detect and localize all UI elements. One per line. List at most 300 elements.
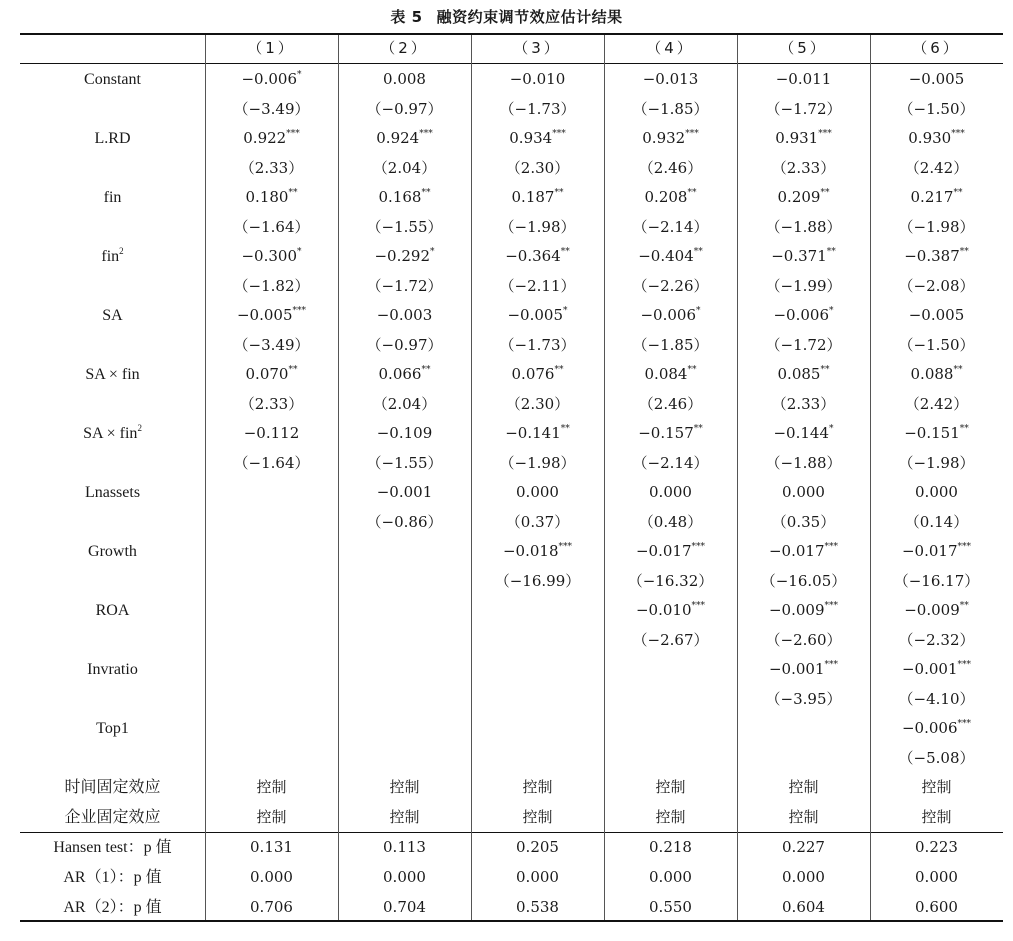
table-cell	[870, 242, 1003, 271]
cell-value: 0.000	[782, 483, 825, 501]
table-cell	[338, 626, 471, 655]
cell-value: 0.706	[250, 898, 293, 916]
significance-stars: **	[820, 188, 830, 198]
cell-value: 0.205	[516, 838, 559, 856]
cell-value: −0.018	[502, 542, 559, 560]
table-cell	[870, 744, 1003, 773]
table-cell	[338, 390, 471, 419]
table-cell	[205, 213, 338, 242]
test-row	[20, 863, 1003, 892]
table-cell	[338, 65, 471, 94]
table-cell	[338, 803, 471, 832]
cell-value: 0.085	[777, 365, 821, 383]
significance-stars: **	[959, 424, 969, 434]
table-cell	[737, 714, 870, 743]
cell-value: −0.404	[638, 247, 694, 265]
cell-value: （−0.97）	[366, 100, 443, 118]
table-cell	[604, 508, 737, 537]
cell-value: 0.218	[649, 838, 692, 856]
cell-value: （−1.88）	[765, 454, 842, 472]
cell-value: −0.010	[509, 70, 566, 88]
table-cell	[870, 301, 1003, 330]
cell-value: （−1.98）	[499, 454, 576, 472]
tstat-row	[20, 154, 1003, 183]
table-cell	[338, 449, 471, 478]
cell-value: （−1.73）	[499, 336, 576, 354]
cell-value: 控制	[921, 808, 952, 826]
significance-stars: **	[560, 247, 570, 257]
cell-value: 0.704	[383, 898, 426, 916]
tstat-row	[20, 213, 1003, 242]
table-cell	[737, 272, 870, 301]
cell-value: −0.001	[376, 483, 433, 501]
column-header: （6）	[912, 39, 961, 57]
table-cell	[604, 331, 737, 360]
table-cell	[604, 360, 737, 389]
cell-value: 0.209	[777, 188, 821, 206]
significance-stars: ***	[691, 601, 705, 611]
cell-value: 控制	[788, 778, 819, 796]
table-cell	[870, 537, 1003, 566]
cell-value: （−1.98）	[898, 218, 975, 236]
table-cell	[205, 390, 338, 419]
coef-row	[20, 183, 1003, 212]
cell-value: 0.180	[245, 188, 289, 206]
table-cell	[737, 596, 870, 625]
cell-value: （−1.98）	[499, 218, 576, 236]
row-label	[20, 124, 205, 153]
significance-stars: ***	[951, 129, 965, 139]
table-cell	[338, 95, 471, 124]
table-cell	[870, 773, 1003, 802]
cell-value: −0.006	[640, 306, 696, 324]
row-label	[20, 331, 205, 360]
cell-value: 0.168	[378, 188, 422, 206]
significance-stars: ***	[824, 660, 838, 670]
row-label	[20, 360, 205, 389]
table-cell	[471, 390, 604, 419]
table-cell	[604, 714, 737, 743]
significance-stars: ***	[286, 129, 300, 139]
tstat-row	[20, 449, 1003, 478]
cell-value: （−0.97）	[366, 336, 443, 354]
cell-value: （−1.85）	[632, 100, 709, 118]
table-cell	[205, 863, 338, 892]
cell-value: −0.109	[376, 424, 433, 442]
cell-value: （0.37）	[505, 513, 570, 531]
coef-row	[20, 419, 1003, 448]
table-cell	[205, 803, 338, 832]
row-label-text: Growth	[88, 543, 137, 560]
table-cell	[471, 419, 604, 448]
cell-value: （−16.99）	[494, 572, 581, 590]
table-cell	[870, 331, 1003, 360]
cell-value: （−0.86）	[366, 513, 443, 531]
table-cell	[205, 65, 338, 94]
table-cell	[870, 478, 1003, 507]
table-cell	[737, 803, 870, 832]
table-cell	[870, 65, 1003, 94]
cell-value: 0.084	[644, 365, 688, 383]
test-label	[20, 893, 205, 922]
table-cell	[737, 419, 870, 448]
table-cell	[338, 301, 471, 330]
table-cell	[471, 65, 604, 94]
cell-value: （−2.08）	[898, 277, 975, 295]
significance-stars: ***	[685, 129, 699, 139]
cell-value: （−1.64）	[233, 218, 310, 236]
row-label-text: fin	[103, 189, 122, 206]
test-row	[20, 833, 1003, 862]
table-cell	[870, 183, 1003, 212]
cell-value: 0.931	[775, 129, 819, 147]
row-label	[20, 242, 205, 271]
cell-value: 控制	[256, 778, 287, 796]
cell-value: （−4.10）	[898, 690, 975, 708]
cell-value: −0.013	[642, 70, 699, 88]
table-cell	[205, 301, 338, 330]
cell-value: 0.000	[383, 868, 426, 886]
table-cell	[737, 744, 870, 773]
cell-value: （−1.72）	[366, 277, 443, 295]
significance-stars: **	[687, 188, 697, 198]
row-label-text: SA × fin	[85, 366, 140, 383]
table-cell	[737, 567, 870, 596]
row-label	[20, 154, 205, 183]
table-cell	[604, 655, 737, 684]
cell-value: −0.157	[638, 424, 694, 442]
table-cell	[205, 567, 338, 596]
coef-row	[20, 242, 1003, 271]
table-title: 融资约束调节效应估计结果	[436, 8, 623, 26]
coef-row	[20, 773, 1003, 802]
table-cell	[471, 242, 604, 271]
table-cell	[205, 833, 338, 862]
table-cell	[604, 626, 737, 655]
table-cell	[604, 863, 737, 892]
table-cell	[870, 803, 1003, 832]
row-label	[20, 655, 205, 684]
significance-stars: **	[560, 424, 570, 434]
table-cell	[870, 567, 1003, 596]
row-label	[20, 449, 205, 478]
row-label-text: fin	[101, 248, 120, 265]
table-cell	[471, 124, 604, 153]
cell-value: −0.300	[241, 247, 297, 265]
cell-value: （−16.05）	[760, 572, 847, 590]
cell-value: （−3.49）	[233, 100, 310, 118]
table-cell	[870, 95, 1003, 124]
cell-value: −0.371	[771, 247, 827, 265]
significance-stars: *	[297, 70, 302, 80]
significance-stars: ***	[419, 129, 433, 139]
row-label	[20, 419, 205, 448]
cell-value: 控制	[655, 808, 686, 826]
row-label	[20, 714, 205, 743]
cell-value: −0.005	[236, 306, 293, 324]
significance-stars: *	[829, 424, 834, 434]
table-cell	[338, 596, 471, 625]
cell-value: （−2.14）	[632, 218, 709, 236]
test-row	[20, 893, 1003, 922]
significance-stars: *	[829, 306, 834, 316]
table-cell	[737, 390, 870, 419]
header-rule	[20, 63, 1003, 64]
table-cell	[604, 390, 737, 419]
table-cell	[471, 567, 604, 596]
cell-value: 0.000	[649, 483, 692, 501]
coef-row	[20, 596, 1003, 625]
significance-stars: ***	[957, 660, 971, 670]
table-cell	[205, 272, 338, 301]
significance-stars: **	[288, 365, 298, 375]
cell-value: （−1.72）	[765, 100, 842, 118]
cell-value: （2.33）	[239, 395, 304, 413]
significance-stars: **	[826, 247, 836, 257]
significance-stars: ***	[824, 542, 838, 552]
coef-row	[20, 803, 1003, 832]
cell-value: 0.131	[250, 838, 293, 856]
significance-stars: ***	[818, 129, 832, 139]
column-header: （1）	[247, 39, 296, 57]
tstat-row	[20, 685, 1003, 714]
row-label-text: SA	[102, 307, 123, 324]
table-cell	[338, 893, 471, 922]
cell-value: （−1.88）	[765, 218, 842, 236]
table-cell	[604, 596, 737, 625]
cell-value: −0.011	[775, 70, 832, 88]
row-label-text: Invratio	[87, 661, 138, 678]
significance-stars: **	[953, 365, 963, 375]
table-cell	[870, 893, 1003, 922]
table-cell	[338, 183, 471, 212]
table-cell	[604, 685, 737, 714]
table-cell	[471, 803, 604, 832]
cell-value: （2.33）	[239, 159, 304, 177]
cell-value: −0.151	[904, 424, 960, 442]
cell-value: （−2.11）	[499, 277, 576, 295]
significance-stars: **	[959, 247, 969, 257]
tstat-row	[20, 95, 1003, 124]
table-cell	[737, 626, 870, 655]
row-label-text: Lnassets	[84, 484, 141, 501]
table-cell	[870, 655, 1003, 684]
tstat-row	[20, 508, 1003, 537]
table-cell	[205, 449, 338, 478]
table-cell	[205, 655, 338, 684]
significance-stars: ***	[691, 542, 705, 552]
cell-value: 0.113	[383, 838, 426, 856]
significance-stars: ***	[292, 306, 306, 316]
coef-row	[20, 124, 1003, 153]
cell-value: 0.217	[910, 188, 954, 206]
table-cell	[471, 893, 604, 922]
table-cell	[205, 124, 338, 153]
row-label	[20, 213, 205, 242]
table-number: 表 5	[390, 8, 423, 26]
table-cell	[737, 508, 870, 537]
table-cell	[471, 744, 604, 773]
cell-value: 0.000	[915, 868, 958, 886]
table-cell	[604, 803, 737, 832]
table-cell	[338, 478, 471, 507]
table-cell	[471, 626, 604, 655]
column-header: （4）	[646, 39, 695, 57]
cell-value: −0.005	[908, 306, 965, 324]
cell-value: （−2.60）	[765, 631, 842, 649]
cell-value: 0.604	[782, 898, 825, 916]
cell-value: （2.46）	[638, 395, 703, 413]
cell-value: 0.000	[516, 483, 559, 501]
cell-value: （−1.98）	[898, 454, 975, 472]
table-cell	[338, 272, 471, 301]
cell-value: （0.48）	[638, 513, 703, 531]
significance-stars: *	[430, 247, 435, 257]
row-label	[20, 537, 205, 566]
cell-value: （−2.14）	[632, 454, 709, 472]
table-cell	[471, 360, 604, 389]
table-cell	[870, 154, 1003, 183]
row-label	[20, 744, 205, 773]
cell-value: （0.35）	[771, 513, 836, 531]
label-superscript: 2	[137, 423, 142, 433]
cell-value: 控制	[389, 778, 420, 796]
table-cell	[338, 655, 471, 684]
cell-value: 控制	[522, 808, 553, 826]
cell-value: （−1.55）	[366, 218, 443, 236]
table-cell	[338, 685, 471, 714]
cell-value: −0.009	[904, 601, 960, 619]
table-cell	[870, 508, 1003, 537]
significance-stars: **	[687, 365, 697, 375]
coef-row	[20, 301, 1003, 330]
table-cell	[737, 833, 870, 862]
table-cell	[737, 213, 870, 242]
cell-value: 0.008	[383, 70, 426, 88]
row-label-text: Top1	[96, 720, 129, 737]
cell-value: 0.932	[642, 129, 686, 147]
table-cell	[604, 272, 737, 301]
row-label	[20, 596, 205, 625]
cell-value: （2.04）	[372, 159, 437, 177]
cell-value: 0.922	[243, 129, 287, 147]
cell-value: −0.009	[768, 601, 825, 619]
cell-value: 0.000	[250, 868, 293, 886]
cell-value: （−1.55）	[366, 454, 443, 472]
table-cell	[737, 478, 870, 507]
significance-stars: **	[693, 247, 703, 257]
table-cell	[338, 567, 471, 596]
significance-stars: **	[554, 188, 564, 198]
cell-value: 0.187	[511, 188, 555, 206]
cell-value: （−1.99）	[765, 277, 842, 295]
coef-row	[20, 360, 1003, 389]
table-cell	[205, 893, 338, 922]
table-cell	[338, 154, 471, 183]
cell-value: 控制	[655, 778, 686, 796]
cell-value: −0.003	[376, 306, 433, 324]
table-cell	[737, 154, 870, 183]
table-cell	[870, 596, 1003, 625]
table-cell	[737, 65, 870, 94]
cell-value: 0.000	[915, 483, 958, 501]
table-cell	[338, 331, 471, 360]
row-label	[20, 773, 205, 802]
row-label-text: L.RD	[94, 130, 131, 147]
cell-value: （−2.32）	[898, 631, 975, 649]
row-label-text: ROA	[95, 602, 130, 619]
cell-value: −0.292	[374, 247, 430, 265]
table-cell	[737, 124, 870, 153]
row-label	[20, 803, 205, 832]
table-cell	[737, 449, 870, 478]
table-cell	[471, 154, 604, 183]
cell-value: −0.006	[773, 306, 829, 324]
table-cell	[471, 833, 604, 862]
table-cell	[870, 124, 1003, 153]
row-label	[20, 685, 205, 714]
cell-value: −0.364	[505, 247, 561, 265]
tstat-row	[20, 331, 1003, 360]
significance-stars: ***	[957, 719, 971, 729]
significance-stars: **	[693, 424, 703, 434]
cell-value: （2.30）	[505, 159, 570, 177]
row-label	[20, 95, 205, 124]
cell-value: （−1.50）	[898, 336, 975, 354]
cell-value: （−1.73）	[499, 100, 576, 118]
table-cell	[737, 242, 870, 271]
column-header: （3）	[513, 39, 562, 57]
coef-row	[20, 478, 1003, 507]
cell-value: （2.04）	[372, 395, 437, 413]
table-cell	[471, 773, 604, 802]
significance-stars: ***	[824, 601, 838, 611]
table-cell	[471, 596, 604, 625]
label-superscript: 2	[119, 246, 124, 256]
significance-stars: **	[421, 188, 431, 198]
row-label	[20, 301, 205, 330]
cell-value: 0.000	[782, 868, 825, 886]
cell-value: （−1.64）	[233, 454, 310, 472]
significance-stars: **	[288, 188, 298, 198]
coef-row	[20, 65, 1003, 94]
cell-value: 0.227	[782, 838, 825, 856]
table-cell	[338, 419, 471, 448]
table-cell	[870, 213, 1003, 242]
cell-value: （−3.95）	[765, 690, 842, 708]
test-label-text: AR（2）：p 值	[63, 899, 162, 916]
table-cell	[471, 714, 604, 743]
table-cell	[870, 714, 1003, 743]
cell-value: −0.144	[773, 424, 829, 442]
table-cell	[471, 183, 604, 212]
significance-stars: *	[696, 306, 701, 316]
table-cell	[338, 537, 471, 566]
table-cell	[737, 685, 870, 714]
significance-stars: ***	[558, 542, 572, 552]
table-cell	[870, 685, 1003, 714]
cell-value: 0.070	[245, 365, 289, 383]
cell-value: （2.33）	[771, 395, 836, 413]
cell-value: （−1.82）	[233, 277, 310, 295]
cell-value: −0.010	[635, 601, 692, 619]
table-cell	[604, 833, 737, 862]
column-header: （5）	[779, 39, 828, 57]
cell-value: −0.006	[901, 719, 958, 737]
significance-stars: **	[554, 365, 564, 375]
significance-stars: ***	[957, 542, 971, 552]
coef-row	[20, 655, 1003, 684]
